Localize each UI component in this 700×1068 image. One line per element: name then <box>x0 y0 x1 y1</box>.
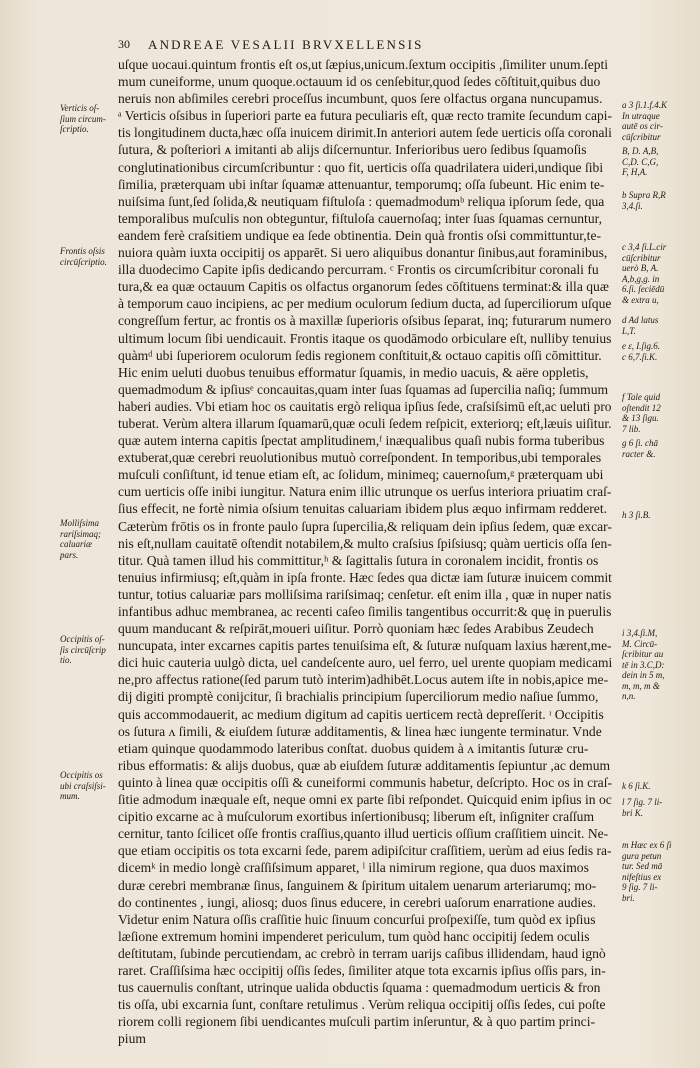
margin-note-left: Frontis oſsis circūſcriptio. <box>60 246 107 267</box>
text-line: ſitie admodum inæquale eſt, neque omni ex parte ſibi reſpondet. Quicquid enim ipſius in oc <box>118 792 612 808</box>
margin-note-right: b Supra R,R 3,4.ſi. <box>622 190 666 211</box>
text-line: quum manducant & reſpirāt,moueri uiſitur. Porrò quoniam hæc ſedes Arabibus Zeudech <box>118 621 594 637</box>
text-line: deſtitutam, ſubinde percutiendam, ac crebrò in terram uarijs caſibus illidendam, haud ignò <box>118 945 606 961</box>
margin-note-right: h 3 ſi.B. <box>622 510 651 520</box>
text-line: ſutura, & poſteriori ᴀ imitanti ab alijs diſcernuntur. Inferioribus uero ſedibus ſquamoſis <box>118 142 587 158</box>
text-line: temporalibus muſculis non obteguntur, fiſtuloſa cauernoſaq; inter ſuas ſquamas cernuntur, <box>118 210 603 226</box>
text-line: infantibus adhuc membranea, ac recenti caſeo ſimilis tangentibus occurrit:& quę in puerulis <box>118 604 612 619</box>
text-line: nuiora quàm iuxta occipitij os apparēt. Si uero aliquibus donantur ſinibus,aut foraminibus, <box>118 245 608 261</box>
main-text-block <box>118 56 612 1047</box>
text-line: illa duodecimo Capite ipſis dedicando percurram. ᶜ Frontis os circumſcribitur coronali fu <box>118 262 599 278</box>
text-line: uſque uocaui.quintum frontis eſt os,ut ſæpius,unicum.ſextum occipitis ,ſimiliter unum.ſepti <box>118 57 609 72</box>
text-line: tus cauernulis conſtant, utrinque ualida obductis ſquama : quemadmodum uerticis & fron <box>118 980 601 996</box>
margin-note-right: e ε, I.ſig.6. c 6,7.ſi.K. <box>622 341 661 362</box>
text-line: congreſſum fertur, ac frontis os à maxillæ ſuperioris oſsibus ſeparat, inq; futurarum numero <box>118 313 612 329</box>
text-line: tenuius infirmiusq; eſt,quàm in ipſa fronte. Hæc ſedes qua dictæ iam ſuturæ inuicem commit <box>118 569 612 585</box>
text-line: læſione extremum homini impenderet periculum, tum quòd hanc occipitij ſedem oculis <box>118 928 590 944</box>
text-line: à temporum cauo incipiens, ac per medium oculorum ſedium ducta, ad ſuperciliorum uſque <box>118 296 612 312</box>
text-line: Cæterùm frōtis os in fronte paulo ſupra ſupercilia,& reliquam dein ipſius ſedem, quæ excar- <box>118 518 612 534</box>
text-line: quemadmodum & ipſiusᵉ concauitas,quam inter ſuas ſquamas ad ſupercilia naſiq; ſummum <box>118 381 609 397</box>
text-line: duræ cerebri membranæ ſinus, ſanguinem & ſpiritum uitalem uenarum arteriarumq; mo- <box>118 877 597 893</box>
text-line: tis longitudinem ducta,hæc oſſa inuicem dirimit.In anteriori autem ſede uerticis oſſa coronali <box>118 125 612 141</box>
text-line: tuntur, totius caluariæ pars molliſsima rariſsimaq; cenſetur. eſt enim illa , quæ in nuper natis <box>118 586 612 602</box>
text-line: dij digiti promptè conijcitur, ſi brachialis principium ſuperciliorum medio naſiue ſummo, <box>118 689 599 705</box>
margin-note-left: Verticis oſ- ſium circum- ſcriptio. <box>60 103 106 134</box>
text-line: dicemᵏ in medio longè craſſiſsimum apparet, ˡ illa nimirum regione, qua duos maximos <box>118 860 589 876</box>
text-line: Videtur enim Natura oſſis craſſitie huic ſinuum concurſui proſpexiſſe, tum quòd ex ipſius <box>118 911 596 927</box>
text-line: tis oſſa, ubi excarnia ſunt, conſtare retulimus . Verùm reliqua occipitij oſſis ſedes, cui poſte <box>118 997 606 1013</box>
margin-note-right: k 6 ſi.K. <box>622 781 651 791</box>
margin-note-right: f Tale quid oſtendit 12 & 13 ſigu. 7 lib. <box>622 392 661 434</box>
text-line: ſius effecit, ne fortè nimia oſsium tenuitas caluariam ibidem plus æquo infirmam redderet. <box>118 501 607 517</box>
margin-note-right: l 7 ſig. 7 li- bri K. <box>622 797 663 818</box>
margin-note-right: c 3,4 ſi.L.cir cūſcribitur uerò B, A. A,b,g,g. in 6.ſi. ſeciēdū & extra u, <box>622 242 667 305</box>
margin-note-right: a 3 ſi.1.f.4.K In utraque autē os cir- cūſcribitur <box>622 100 668 142</box>
text-line: cum uerticis oſſe inibi iungitur. Natura enim illic utrunque os uerſus interiora priuatim craſ- <box>118 484 612 500</box>
running-title: ANDREAE VESALII BRVXELLENSIS <box>148 37 424 52</box>
text-line: muſculi conſiſtunt, id tenue etiam eſt, ac ſolidum, minimeq; cauernoſum,ᵍ præterquam ubi <box>118 467 604 483</box>
text-line: titur. Quà tamen illud his committitur,ʰ & ſagittalis ſutura in coronalem incidit, frontis os <box>118 552 599 568</box>
margin-note-right: B, D. A,B, C,D. C,G, F, H,A. <box>622 146 659 177</box>
text-line: quis accommodauerit, ac medium digitum ad capitis uerticem rectà depreſſerit. ᶦ Occipitis <box>118 706 604 722</box>
margin-note-right: m Hæc ex 6 ſi gura petun tur. Sed mā nifeſtius ex 9 ſig. 7 li- bri. <box>622 840 672 903</box>
text-line: etiam quinque quodammodo lateribus conſtat. duobus quidem à ᴧ imitantis ſuturæ cru- <box>118 740 589 756</box>
margin-note-right: g 6 ſi. chā racter &. <box>622 438 658 459</box>
text-line: nuncupata, inter excarnes capitis partes tenuiſsima eſt, & ſuturæ nuſquam laxius hærent,me- <box>118 638 612 654</box>
margin-note-left: Occipitis os ubi craſsiſsi- mum. <box>60 770 106 801</box>
text-line: os ſutura ᴧ ſimili, & eiuſdem ſuturæ additamentis, & linea hæc iungente terminatur. Vnde <box>118 723 602 739</box>
text-line: tuberat. Verùm altera illarum ſquamarū,quæ oculi ſedem reſpicit, exteriorq; eſt,læuis uiſitur. <box>118 415 612 431</box>
text-line: ultimum locum ſibi uendicauit. Frontis itaque os quodāmodo orbiculare eſt, nulliby tenuius <box>118 330 612 346</box>
text-line: que etiam occipitis os tota excarni ſede, parem adipiſcitur craſſitiem, uerùm ad eius ſedis ra- <box>118 843 612 859</box>
margin-note-left: Molliſsima rariſsimaq; caluariæ pars. <box>60 518 102 560</box>
text-line: neruis non abſimiles cerebri proceſſus incumbunt, quos ſere olfactus organa nuncupamus. <box>118 91 603 107</box>
page-number: 30 <box>118 37 130 51</box>
text-line: do continentes , iungi, aliosq; duos ſinus educere, in cerebri uaſorum enarratione audies. <box>118 894 596 910</box>
text-line: cipitio excarne ac à muſculorum exortibus inſertionibusq; liberum eſt, inſigniter craſſum <box>118 809 595 825</box>
text-line: mum cuneiforme, unum quoque.octauum id os cenſebitur,quod ſedes cōſtituit,quibus duo <box>118 74 601 90</box>
text-line: ſimilia, præterquam ubi inſtar ſquamæ attenuantur, temporumq; oſſa ſubeunt. Hic enim te- <box>118 176 605 192</box>
margin-note-right: i 3,4.ſi.M, M. Circū- ſcribitur au tē in 3.C,D: dein in 5 m, m, m, m & n,n. <box>622 628 665 701</box>
text-line: eandem ferè craſsitiem undique ea ſede obtinentia. Dein quà frontis oſsi committuntur,te- <box>118 227 602 243</box>
text-line: Hic enim ueluti duobus tenuibus efformatur ſquamis, in medio uacuis, & aëre oppletis, <box>118 364 589 380</box>
margin-note-right: d Ad latus L,T. <box>622 315 659 336</box>
text-line: quæ autem interna capitis ſpectat amplitudinem,ᶠ inæqualibus quaſi nubis forma tuberibus <box>118 433 605 449</box>
text-line: ne,pro affectus ratione(ſed parum tutò interim)adhibēt.Locus autem iſte in nobis,apice me- <box>118 672 609 688</box>
text-line: extuberat,quæ cerebri reuolutionibus mutuò correſpondent. In temporibus,ubi temporales <box>118 450 602 466</box>
text-line: conglutinationibus circumſcribuntur : quo fit, uerticis oſſa quadrilatera uideri,undique ſibi <box>118 159 604 175</box>
text-line: pium <box>118 1031 146 1047</box>
text-line: tura,& ea quæ octauum Capitis os olfactus organorum ſedes cōſtituens terminat:& illa quæ <box>118 279 609 295</box>
text-line: dici huic cauteria uulgò dicta, uel candeſcente auro, uel ferro, uel urente quopiam medicami <box>118 655 612 671</box>
text-line: riorem colli regionem ſibi uendicantes muſculi partim inſeruntur, & à quo partim princi- <box>118 1014 595 1030</box>
text-line: nuiſsima ſunt,ſed ſolida,& neutiquam fiſtuloſa : quemadmodumᵇ reliqua ipſorum ſede, qua <box>118 193 605 209</box>
margin-note-left: Occipitis oſ- ſis circūſcrip tio. <box>60 634 106 665</box>
page-header <box>118 37 608 53</box>
text-line: nis eſt,nullam cauitatē oſtendit notabilem,& multo craſsius ſpiſsiusq; quàm uerticis oſſa ſen- <box>118 535 612 551</box>
text-line: haberi audies. Vbi etiam hoc os cauitatis ergò reliqua ipſius ſede, craſsiſsimū eſt,ac ueluti pro <box>118 398 612 414</box>
text-line: ᵃ Verticis oſsibus in ſuperiori parte ea futura peculiaris eſt, quæ recto tramite ſecundum capi- <box>118 108 612 124</box>
text-line: quinto à linea quæ occipitis oſſi & cuneiformi communis habetur, deſcripto. Hoc os in craſ- <box>118 774 612 790</box>
text-line: cernitur, tanto ſcilicet oſſe frontis craſſius,quanto illud uerticis oſſium craſſitiem uincit. Ne- <box>118 826 609 842</box>
text-line: ribus efformatis: & alijs duobus, quæ ab eiuſdem ſuturæ additamentis ſepiuntur ,ac demum <box>118 757 611 773</box>
text-line: quàmᵈ ubi ſuperiorem oculorum ſedis regionem conſtituit,& octauo capitis oſſi cōmittitur. <box>118 347 602 363</box>
text-line: raret. Craſſiſsima hæc occipitij oſſis ſedes, ſimiliter atque tota excarnis ipſius oſſis pars, in- <box>118 962 606 978</box>
